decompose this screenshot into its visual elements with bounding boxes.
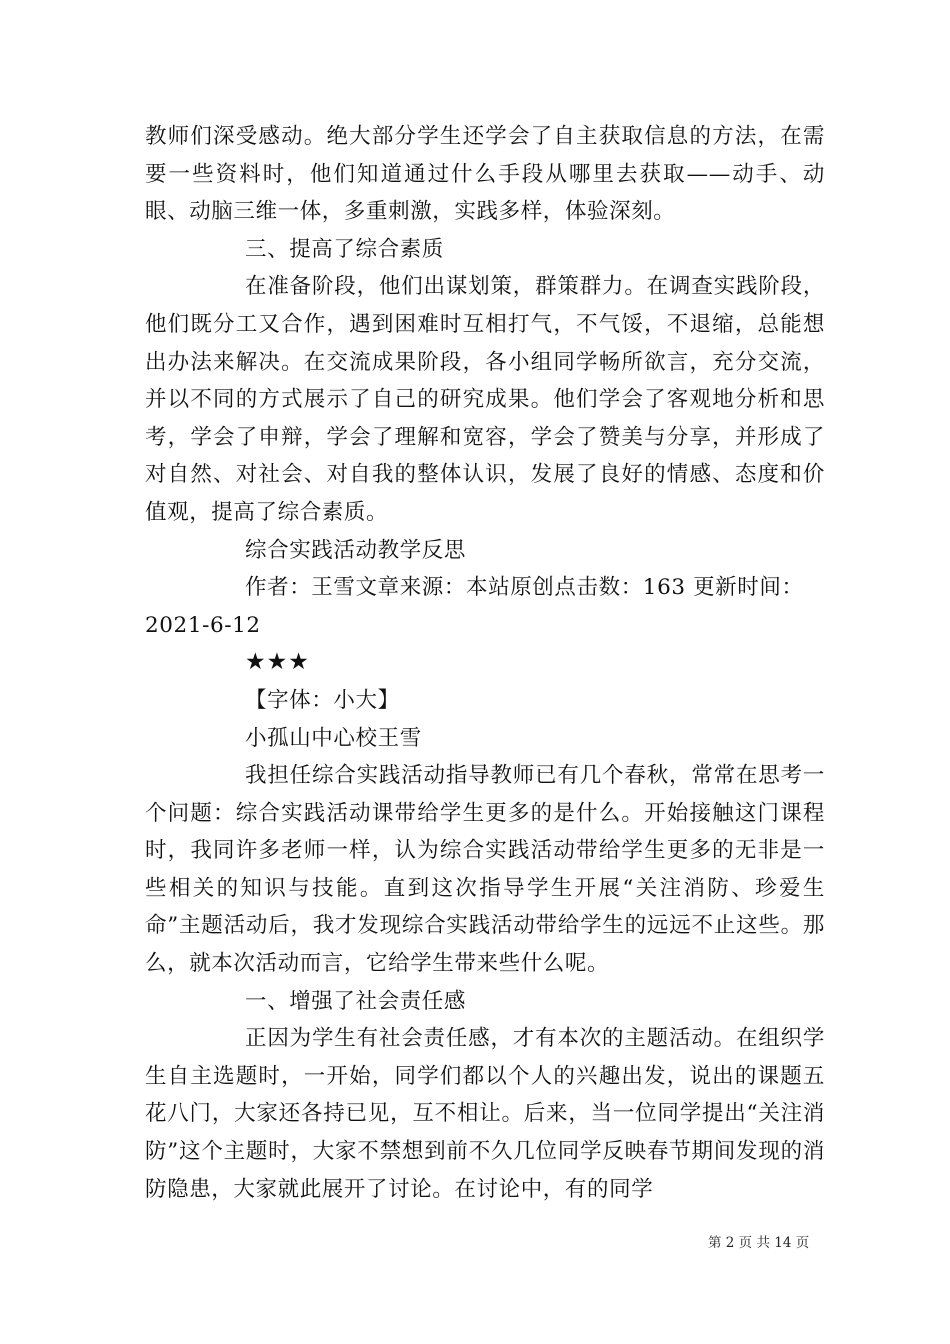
paragraph-comprehensive-quality: 在准备阶段，他们出谋划策，群策群力。在调查实践阶段，他们既分工又合作，遇到困难时互相打气，不气馁，不退缩，总能想出办法来解决。在交流成果阶段，各小组同学畅所欲言，充分交流，并以不同的方式展示了自己的研究成果。他们学会了客观地分析和思考，学会了申辩，学会了理解和宽容，学会了赞美与分享，并形成了对自然、对社会、对自我的整体认识，发展了良好的情感、态度和价值观，提高了综合素质。 xyxy=(145,274,825,525)
article-title: 综合实践活动教学反思 xyxy=(245,537,467,563)
article-meta-date: 2021-6-12 xyxy=(145,612,261,638)
article-meta xyxy=(145,569,825,644)
section-heading-3: 三、提高了综合素质 xyxy=(245,236,444,262)
continued-paragraph: 教师们深受感动。绝大部分学生还学会了自主获取信息的方法，在需要一些资料时，他们知道通过什么手段从哪里去获取——动手、动眼、动脑三维一体，多重刺激，实践多样，体验深刻。 xyxy=(145,124,825,225)
document-body xyxy=(145,118,825,1208)
author-line: 小孤山中心校王雪 xyxy=(245,725,422,751)
page-number-footer: 第 2 页 共 14 页 xyxy=(708,1235,810,1251)
font-size-control: 【字体：小大】 xyxy=(245,687,400,713)
intro-paragraph: 我担任综合实践活动指导教师已有几个春秋，常常在思考一个问题：综合实践活动课带给学生更多的是什么。开始接触这门课程时，我同许多老师一样，认为综合实践活动带给学生更多的无非是一些相关的知识与技能。直到这次指导学生开展“关注消防、珍爱生命”主题活动后，我才发现综合实践活动带给学生的远远不止这些。那么，就本次活动而言，它给学生带来些什么呢。 xyxy=(145,763,825,977)
rating-stars: ★★★ xyxy=(245,649,310,676)
article-meta-line: 作者：王雪文章来源：本站原创点击数：163 更新时间： xyxy=(245,575,804,601)
section-heading-1: 一、增强了社会责任感 xyxy=(245,988,467,1014)
paragraph-social-responsibility: 正因为学生有社会责任感，才有本次的主题活动。在组织学生自主选题时，一开始，同学们都以个人的兴趣出发，说出的课题五花八门，大家还各持已见，互不相让。后来，当一位同学提出“关注消防”这个主题时，大家不禁想到前不久几位同学反映春节期间发现的消防隐患，大家就此展开了讨论。在讨论中，有的同学 xyxy=(145,1026,825,1202)
